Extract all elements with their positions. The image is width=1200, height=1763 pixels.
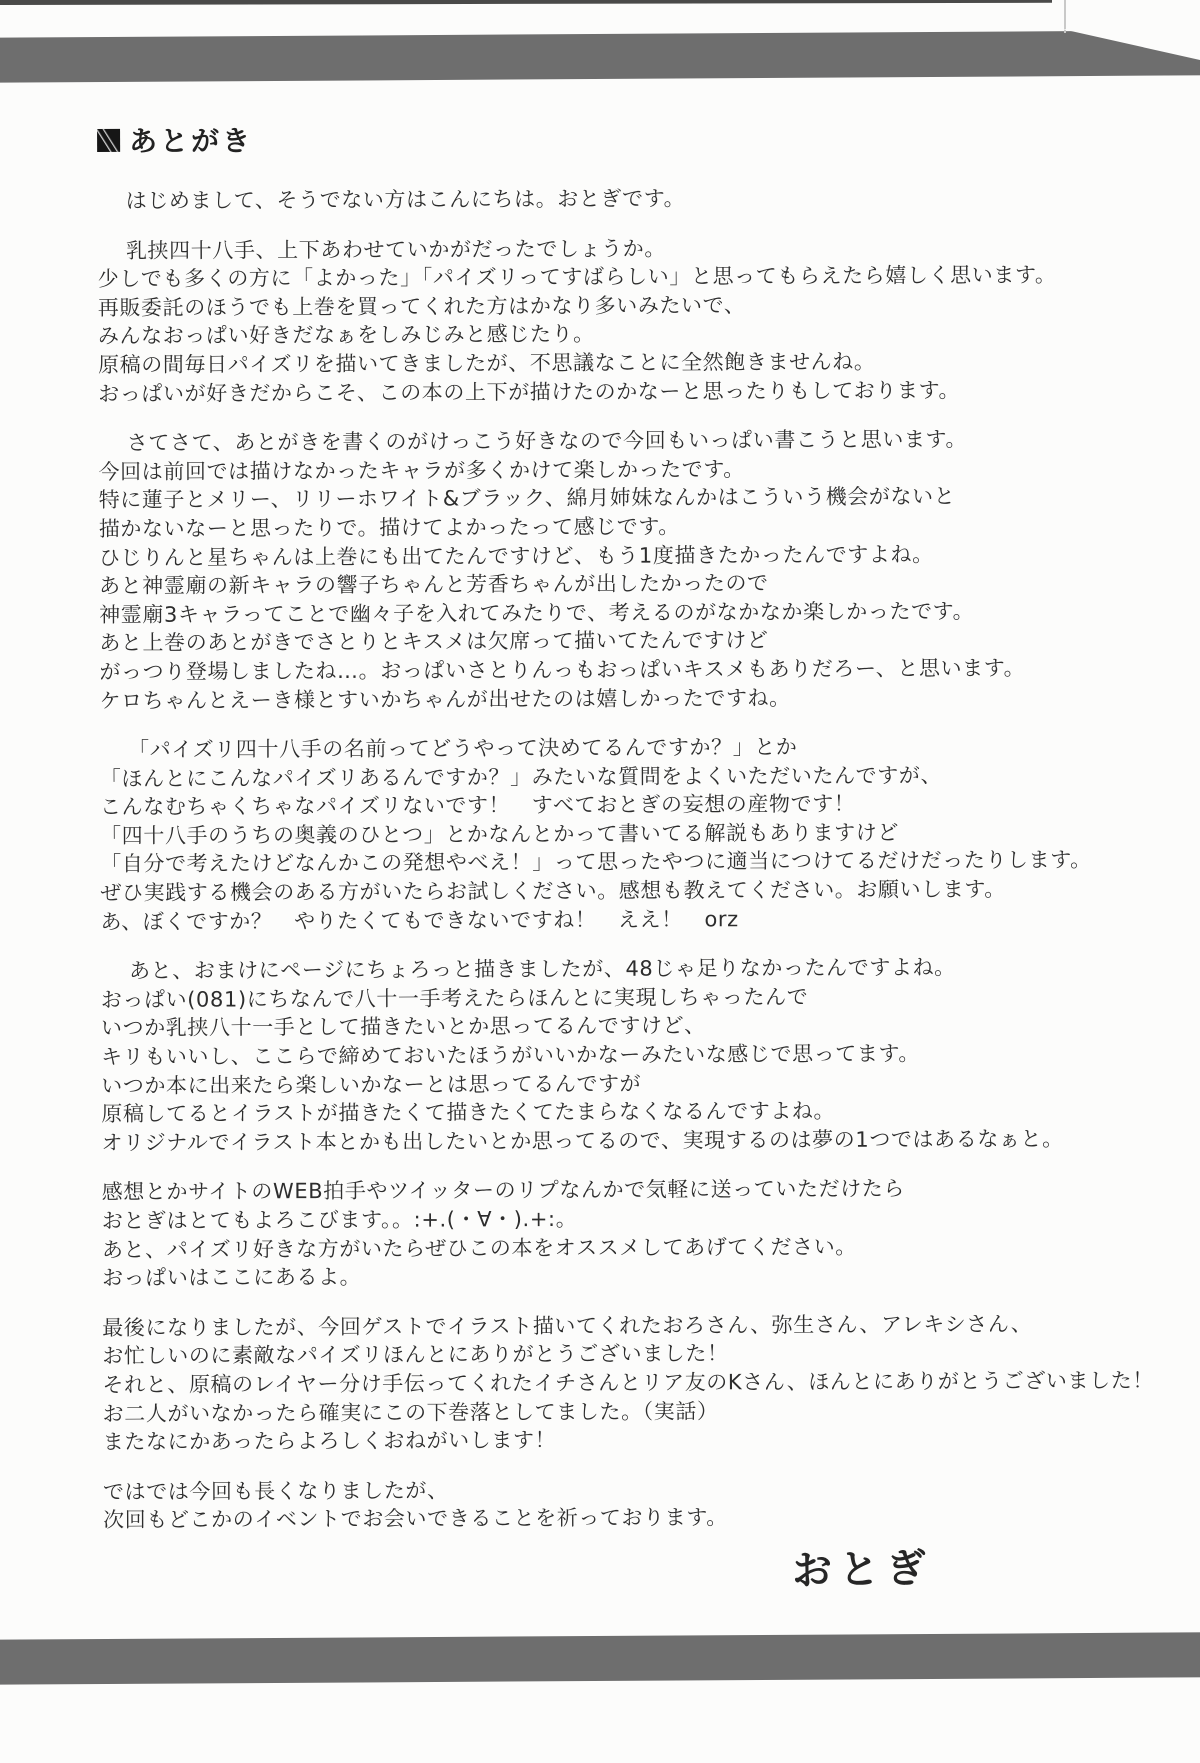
paragraph-greeting bbox=[97, 182, 1177, 215]
text-line: ひじりんと星ちゃんは上巻にも出てたんですけど、もう1度描きたかったんですよね。 bbox=[98, 541, 934, 570]
text-line: 再販委託のほうでも上巻を買ってくれた方はかなり多いみたいで、 bbox=[97, 292, 746, 320]
text-line: 「ほんとにこんなパイズリあるんですか？」みたいな質問をよくいただいたんですが、 bbox=[99, 763, 943, 791]
text-line: あと上巻のあとがきでさとりとキスメは欠席って描いてたんですけど bbox=[99, 628, 769, 656]
text-line: あと、おまけにページにちょろっと描きましたが、48じゃ足りなかったんですよね。 bbox=[129, 955, 956, 984]
text-line: あ、ぼくですか？ やりたくてもできないですね！ ええ！ orz bbox=[100, 906, 739, 934]
text-line: 今回は前回では描けなかったキャラが多くかけて楽しかったです。 bbox=[98, 456, 745, 484]
text-line: キリもいいし、ここらで締めておいたほうがいいかなーみたいな感じで思ってます。 bbox=[101, 1041, 921, 1070]
text-line: みんなおっぱい好きだなぁをしみじみと感じたり。 bbox=[97, 322, 595, 349]
text-line: 最後になりましたが、今回ゲストでイラスト描いてくれたおろさん、弥生さん、アレキシさん、 bbox=[102, 1311, 1033, 1340]
heading-row bbox=[97, 115, 1177, 160]
bottom-border-bar bbox=[0, 1632, 1200, 1684]
text-line: それと、原稿のレイヤー分け手伝ってくれたイチさんとリア友のKさん、ほんとにありがとうございました！ bbox=[102, 1368, 1154, 1397]
text-line: おっぱい(081)にちなんで八十一手考えたらほんとに実現しちゃったんで bbox=[100, 984, 809, 1012]
paragraph-closing bbox=[103, 1473, 1183, 1535]
text-line: ケロちゃんとえーき様とすいかちゃんが出せたのは嬉しかったですね。 bbox=[99, 685, 791, 713]
text-line: ではでは今回も長くなりましたが、 bbox=[102, 1478, 449, 1504]
text-line: あと、パイズリ好きな方がいたらぜひこの本をオススメしてあげてください。 bbox=[101, 1234, 857, 1262]
paragraph-questions bbox=[100, 731, 1181, 936]
text-line: 感想とかサイトのWEB拍手やツイッターのリプなんかで気軽に送っていただけたら bbox=[101, 1176, 906, 1205]
text-line: またなにかあったらよろしくおねがいします！ bbox=[102, 1428, 557, 1455]
top-border-bar bbox=[0, 30, 1200, 82]
ink-stamp-icon bbox=[97, 128, 120, 151]
text-line: 原稿の間毎日パイズリを描いてきましたが、不思議なことに全然飽きませんね。 bbox=[98, 349, 876, 377]
text-line: あと神霊廟の新キャラの響子ちゃんと芳香ちゃんが出したかったので bbox=[98, 571, 769, 599]
text-line: 乳挟四十八手、上下あわせていかがだったでしょうか。 bbox=[125, 236, 666, 263]
paragraph-feedback bbox=[102, 1174, 1182, 1293]
text-line: ぜひ実践する機会のある方がいたらお試しください。感想も教えてください。お願いします。 bbox=[100, 877, 1006, 906]
afterword-content bbox=[97, 115, 1183, 1556]
scan-top-edge bbox=[0, 0, 1052, 5]
text-line: オリジナルでイラスト本とかも出したいとか思ってるので、実現するのは夢の1つではあるなぁと。 bbox=[101, 1126, 1064, 1155]
text-line: 神霊廟3キャラってことで幽々子を入れてみたりで、考えるのがなかなか楽しかったです。 bbox=[99, 598, 975, 627]
author-signature: おとぎ bbox=[791, 1545, 934, 1595]
page-edge-line bbox=[1064, 0, 1066, 33]
text-line: お二人がいなかったら確実にこの下巻落としてました。（実話） bbox=[102, 1398, 719, 1426]
page-title: あとがき bbox=[129, 124, 254, 158]
text-line: 「自分で考えたけどなんかこの発想やべえ！」って思ったやつに適当につけてるだけだったりします。 bbox=[100, 848, 1092, 877]
text-line: さてさて、あとがきを書くのがけっこう好きなので今回もいっぱい書こうと思います。 bbox=[126, 427, 968, 456]
text-line: お忙しいのに素敵なパイズリほんとにありがとうございました！ bbox=[102, 1341, 729, 1369]
text-line: 次回もどこかのイベントでお会いできることを祈っております。 bbox=[103, 1505, 728, 1533]
text-line: おとぎはとてもよろこびます。。:+.(・∀・).+:。 bbox=[101, 1206, 578, 1233]
paragraph-characters bbox=[98, 424, 1179, 715]
text-line: こんなむちゃくちゃなパイズリないです！ すべておとぎの妄想の産物です！ bbox=[99, 791, 856, 820]
paragraph-omake bbox=[101, 953, 1182, 1158]
text-line: はじめまして、そうでない方はこんにちは。おとぎです。 bbox=[125, 186, 686, 213]
text-line: 特に蓮子とメリー、リリーホワイト&ブラック、綿月姉妹なんかはこういう機会がないと bbox=[98, 484, 956, 513]
text-line: がっつり登場しましたね…。おっぱいさとりんっもおっぱいキスメもありだろー、と思います。 bbox=[99, 655, 1026, 684]
text-line: 「四十八手のうちの奥義のひとつ」とかなんとかって書いてる解説もありますけど bbox=[100, 820, 899, 848]
text-line: 原稿してるとイラストが描きたくて描きたくてたまらなくなるんですよね。 bbox=[101, 1099, 836, 1127]
text-line: おっぱいはここにあるよ。 bbox=[102, 1265, 362, 1291]
text-line: 少しでも多くの方に「よかった」「パイズリってすばらしい」と思ってもらえたら嬉しく思います。 bbox=[97, 263, 1057, 292]
text-line: いつか本に出来たら楽しいかなーとは思ってるんですが bbox=[101, 1071, 642, 1098]
text-line: 描かないなーと思ったりで。描けてよかったって感じです。 bbox=[98, 514, 680, 541]
paragraph-volume-thanks bbox=[98, 232, 1179, 408]
text-line: いつか乳挟八十一手として描きたいとか思ってるんですけど、 bbox=[100, 1013, 706, 1041]
paragraph-credits bbox=[102, 1309, 1183, 1457]
text-line: おっぱいが好きだからこそ、この本の上下が描けたのかなーと思ったりもしております。 bbox=[98, 377, 961, 406]
text-line: 「パイズリ四十八手の名前ってどうやって決めてるんですか？」とか bbox=[128, 735, 798, 762]
